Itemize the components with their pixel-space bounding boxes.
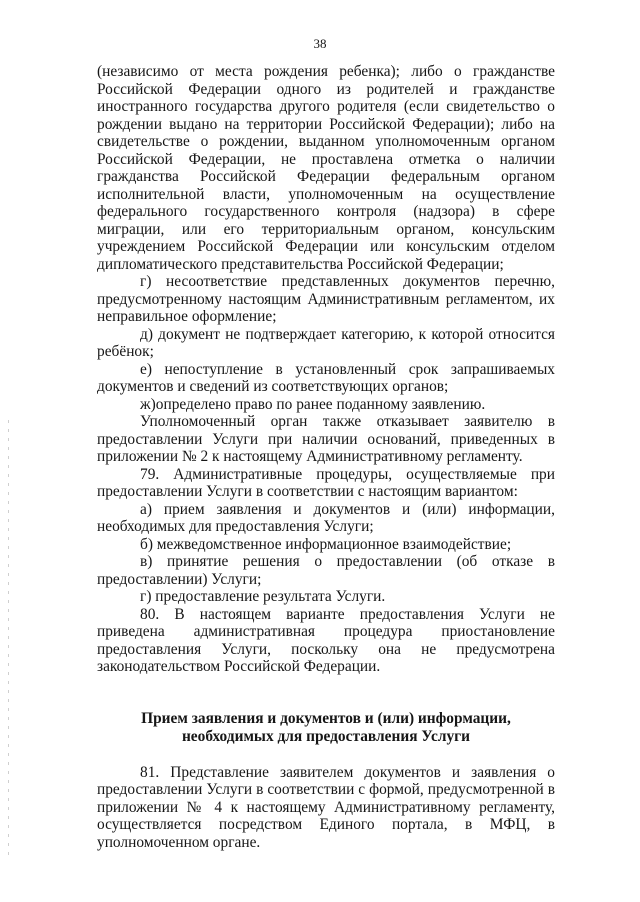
paragraph-e: е) непоступление в установленный срок запрашиваемых документов и сведений из соответствующих органов; <box>97 360 555 395</box>
page-number: 38 <box>313 36 327 51</box>
paragraph-a: а) прием заявления и документов и (или) информации, необходимых для предоставления Услуги; <box>97 500 555 535</box>
paragraph-p80: 80. В настоящем варианте предоставления Услуги не приведена административная процедура приостановление предоставления Услуги, поскольку она не предусмотрена законодательством Российской Федерации. <box>97 605 555 675</box>
paragraph-group-bottom <box>97 764 555 852</box>
paragraph-b: б) межведомственное информационное взаимодействие; <box>140 535 512 553</box>
paragraph-g: г) несоответствие представленных документов перечню, предусмотренному настоящим Административным регламентом, их неправильное оформление; <box>97 273 555 325</box>
section-heading <box>97 710 555 746</box>
paragraph-cont: (независимо от места рождения ребенка); либо о гражданстве Российской Федерации одного из родителей и гражданстве иностранного государства другого родителя (если свидетельство о рождении выдано на территории Российской Федерации); либо на свидетельстве о рождении, выданном уполномоченным органом Российской Федерации, не проставлена отметка о наличии гражданства Российской Федерации федеральным органом исполнительной власти, уполномоченным на осуществление федерального государственного контроля (надзора) в сфере миграции, или его территориальным органом, консульским учреждением Российской Федерации или консульским отделом дипломатического представительства Российской Федерации; <box>97 63 555 273</box>
paragraph-v: в) принятие решения о предоставлении (об отказе в предоставлении) Услуги; <box>97 553 555 588</box>
paragraph-refuse: Уполномоченный орган также отказывает заявителю в предоставлении Услуги при наличии оснований, приведенных в приложении № 2 к настоящему Административному регламенту. <box>97 413 555 465</box>
section-heading-line-2: необходимых для предоставления Услуги <box>181 727 471 745</box>
paragraph-d: д) документ не подтверждает категорию, к которой относится ребёнок; <box>97 325 555 360</box>
paragraph-group-top <box>97 63 555 676</box>
document-body <box>97 63 555 851</box>
paragraph-zh: ж)определено право по ранее поданному заявлению. <box>140 395 486 413</box>
paragraph-p79: 79. Административные процедуры, осуществляемые при предоставлении Услуги в соответствии с настоящим вариантом: <box>97 465 555 500</box>
paragraph-p81: 81. Представление заявителем документов и заявления о предоставлении Услуги в соответствии с формой, предусмотренной в приложении № 4 к настоящему Административному регламенту, осуществляется посредством Единого портала, в МФЦ, в уполномоченном органе. <box>97 763 555 851</box>
scan-margin-line <box>8 420 9 860</box>
paragraph-g2: г) предоставление результата Услуги. <box>140 588 386 605</box>
section-heading-line-1: Прием заявления и документов и (или) информации, <box>141 709 511 727</box>
